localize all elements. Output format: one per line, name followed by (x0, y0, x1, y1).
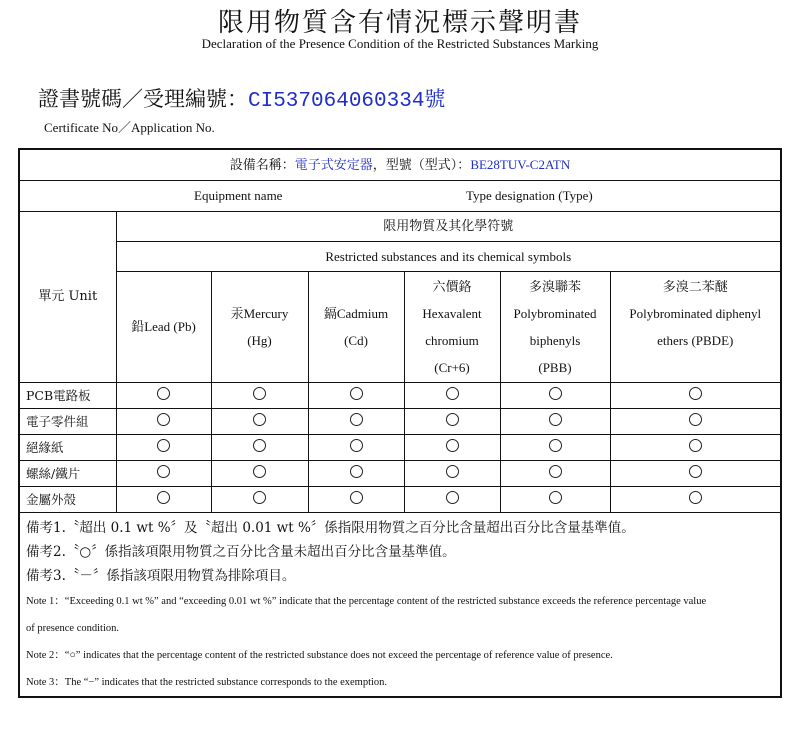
circle-mark-icon (549, 387, 562, 400)
circle-mark-icon (350, 491, 363, 504)
unit-header-label: 單元 Unit (38, 289, 98, 304)
presence-mark (500, 435, 610, 461)
table-row (19, 383, 781, 409)
presence-mark (404, 435, 500, 461)
presence-mark (211, 383, 308, 409)
substance-chromium-symbol: (Cr+6) (434, 360, 470, 375)
presence-mark (116, 461, 211, 487)
row-unit-label: 螺絲/鐵片 (19, 461, 116, 487)
restricted-header-zh: 限用物質及其化學符號 (116, 212, 781, 242)
substance-lead-line: 鉛Lead (Pb) (131, 319, 196, 334)
presence-mark (211, 435, 308, 461)
circle-mark-icon (446, 413, 459, 426)
circle-mark-icon (350, 465, 363, 478)
substance-header-row (19, 272, 781, 383)
row-unit-label: 絕緣紙 (19, 435, 116, 461)
presence-mark (308, 409, 404, 435)
substance-pbb-symbol: (PBB) (538, 360, 572, 375)
presence-mark (500, 487, 610, 513)
note-1-continued: of presence condition. (26, 623, 120, 634)
substance-mercury-line: 汞Mercury (230, 306, 289, 321)
substance-cadmium (308, 272, 404, 383)
presence-mark (116, 435, 211, 461)
presence-mark (610, 409, 781, 435)
restricted-header-row-en (19, 242, 781, 272)
certificate-sublabel: Certificate No／Application No. (44, 120, 215, 135)
presence-mark (308, 383, 404, 409)
circle-mark-icon (253, 465, 266, 478)
note-2: Note 2：“○” indicates that the percentage content of the restricted substance does not exceed the percentage of reference value of presence. (26, 650, 613, 661)
circle-mark-icon (253, 387, 266, 400)
notes-row (19, 513, 781, 698)
equipment-cell-zh (19, 149, 781, 181)
document-subtitle: Declaration of the Presence Condition of the Restricted Substances Marking (201, 36, 599, 51)
presence-mark (610, 383, 781, 409)
circle-mark-icon (157, 491, 170, 504)
table-row (19, 435, 781, 461)
presence-mark (404, 461, 500, 487)
presence-mark (404, 409, 500, 435)
remark-2: 備考2.〝○〞係指該項限用物質之百分比含量未超出百分比含量基準值。 (26, 544, 456, 560)
circle-mark-icon (350, 439, 363, 452)
substance-pbb-zh: 多溴聯苯 (528, 279, 581, 294)
certificate-number: CI537064060334號 (248, 90, 446, 113)
restricted-header-row-zh (19, 212, 781, 242)
presence-mark (610, 487, 781, 513)
table-row (19, 487, 781, 513)
presence-mark (500, 461, 610, 487)
circle-mark-icon (253, 413, 266, 426)
circle-mark-icon (689, 413, 702, 426)
presence-mark (116, 487, 211, 513)
restricted-substances-table (18, 148, 782, 698)
circle-mark-icon (157, 387, 170, 400)
substance-mercury (211, 272, 308, 383)
note-3: Note 3：The “−” indicates that the restricted substance corresponds to the exemption. (26, 677, 388, 688)
substance-pbde-line2: ethers (PBDE) (657, 333, 734, 348)
substance-chromium-line1: Hexavalent (422, 306, 482, 321)
presence-mark (116, 409, 211, 435)
equipment-name: 電子式安定器 (294, 157, 373, 173)
substance-chromium-zh: 六價鉻 (432, 279, 472, 294)
circle-mark-icon (446, 439, 459, 452)
equipment-row-en (19, 181, 781, 212)
presence-mark (211, 409, 308, 435)
circle-mark-icon (549, 491, 562, 504)
circle-mark-icon (689, 387, 702, 400)
circle-mark-icon (350, 387, 363, 400)
presence-mark (610, 461, 781, 487)
circle-mark-icon (549, 413, 562, 426)
substance-pbde-line1: Polybrominated diphenyl (629, 306, 762, 321)
equipment-row-zh (19, 149, 781, 181)
presence-mark (308, 435, 404, 461)
row-unit-label: PCB電路板 (19, 383, 116, 409)
substance-cadmium-line: 鎘Cadmium (323, 306, 389, 321)
presence-mark (610, 435, 781, 461)
equipment-label: 設備名稱： (229, 157, 295, 173)
presence-mark (116, 383, 211, 409)
presence-mark (500, 409, 610, 435)
type-label-en: Type designation (Type) (466, 188, 593, 203)
type-label: ，型號（型式）： (372, 157, 471, 173)
substance-pbb-line2: biphenyls (529, 333, 581, 348)
circle-mark-icon (689, 465, 702, 478)
table-row (19, 461, 781, 487)
presence-mark (404, 487, 500, 513)
substance-pbb-line1: Polybrominated (513, 306, 597, 321)
circle-mark-icon (157, 413, 170, 426)
substance-pbde-zh: 多溴二苯醚 (662, 279, 728, 294)
presence-mark (308, 461, 404, 487)
substance-chromium (404, 272, 500, 383)
circle-mark-icon (549, 465, 562, 478)
circle-mark-icon (446, 387, 459, 400)
circle-mark-icon (446, 491, 459, 504)
presence-mark (500, 383, 610, 409)
substance-pbb (500, 272, 610, 383)
equipment-label-en: Equipment name (194, 188, 283, 203)
type-value: BE28TUV-C2ATN (470, 156, 571, 172)
circle-mark-icon (253, 491, 266, 504)
presence-mark (308, 487, 404, 513)
note-1: Note 1：“Exceeding 0.1 wt %” and “exceeding 0.01 wt %” indicate that the percentage content of the restricted substance exceeds the reference percentage value (26, 596, 707, 607)
circle-mark-icon (157, 439, 170, 452)
row-unit-label: 金屬外殼 (19, 487, 116, 513)
circle-mark-icon (350, 413, 363, 426)
restricted-header-en: Restricted substances and its chemical symbols (116, 242, 781, 272)
certificate-line (38, 84, 445, 117)
presence-mark (404, 383, 500, 409)
substance-pbde (610, 272, 781, 383)
equipment-cell-en (19, 181, 781, 212)
circle-mark-icon (689, 439, 702, 452)
circle-mark-icon (689, 491, 702, 504)
document-title: 限用物質含有情況標示聲明書 (217, 8, 582, 38)
certificate-label: 證書號碼／受理編號： (38, 87, 248, 111)
substance-chromium-line2: chromium (425, 333, 479, 348)
substance-lead (116, 272, 211, 383)
row-unit-label: 電子零件組 (19, 409, 116, 435)
circle-mark-icon (446, 465, 459, 478)
table-row (19, 409, 781, 435)
circle-mark-icon (253, 439, 266, 452)
presence-mark (211, 487, 308, 513)
substance-cadmium-symbol: (Cd) (344, 333, 368, 348)
remark-1: 備考1.〝超出 0.1 wt %〞及〝超出 0.01 wt %〞係指限用物質之百分比含量超出百分比含量基準值。 (26, 520, 635, 536)
circle-mark-icon (157, 465, 170, 478)
circle-mark-icon (549, 439, 562, 452)
presence-mark (211, 461, 308, 487)
substance-mercury-symbol: (Hg) (247, 333, 272, 348)
notes-cell (19, 513, 781, 698)
unit-header (19, 212, 116, 383)
remark-3: 備考3.〝－〞係指該項限用物質為排除項目。 (26, 568, 296, 584)
